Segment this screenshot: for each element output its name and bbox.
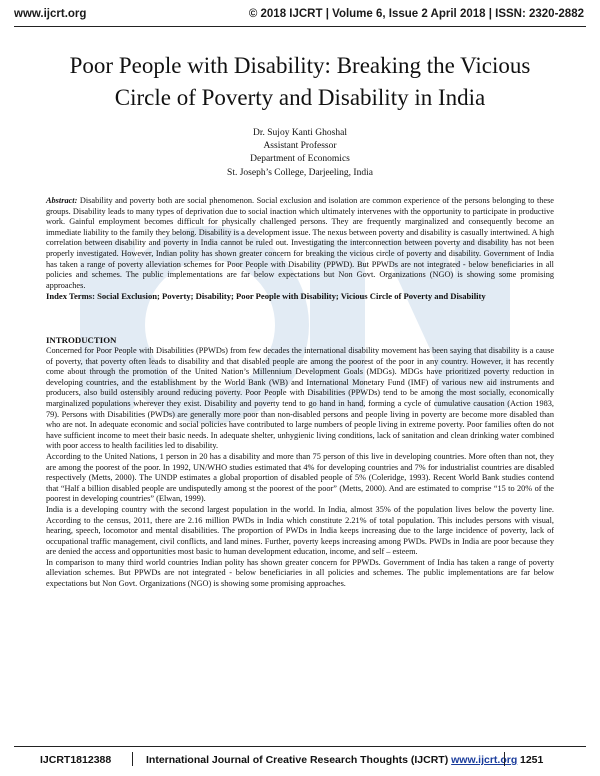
title-line-2: Circle of Poverty and Disability in India: [114, 85, 486, 110]
header-rule: [14, 26, 586, 27]
abstract-label: Abstract:: [46, 196, 78, 205]
author-block: [0, 127, 600, 180]
introduction-heading: INTRODUCTION: [46, 335, 117, 345]
footer-page-number: 1251: [520, 754, 544, 766]
intro-paragraph-4: In comparison to many third world countries Indian polity has shown greater concern for PPWDs. Government of India has taken a range of poverty alleviation schemes. But PPWDs are not integrated - below beneficiaries in all policies and schemes. The public implementations are far below expectations but Non Govt. Organizations (NGO) is showing some promising approaches.: [46, 557, 554, 589]
author-name: Dr. Sujoy Kanti Ghoshal: [253, 128, 347, 138]
abstract: [46, 196, 554, 291]
author-position: Assistant Professor: [263, 141, 337, 152]
footer-url-link[interactable]: www.ijcrt.org: [451, 754, 518, 766]
title-line-1: Poor People with Disability: Breaking the Vicious: [69, 53, 531, 78]
intro-paragraph-1: Concerned for Poor People with Disabilities (PPWDs) from few decades the international disability movement has been saying that disability is a cause of poverty, that poverty often leads to disability and that disabled people are among the poorest of the poor in any country. However, it has recently come about through the promotion of the United Nation’s Millennium Development Goals (MDGs). MDGs have prioritized poverty reduction in developing countries, and the establishment by the World Bank (WB) and International Monetary Fund (IMF) of various new aid instruments and producers, also build ostensibly around reducing poverty. Poor People with Disabilities (PPWDs) tend to be among the most socially, economically marginalized populations wherever they exist. Disability and poverty tend to go hand in hand, forming a cycle of cumulative causation (Action 1983, 79). Persons with Disabilities (PWDs) are generally more poor than non-disabled persons and people living in poverty are become more disabled than who are not. In adequate economic and social policies have contributed to large numbers of people living in extreme poverty. Poor families often do not have sufficient income to meet their basic needs. In adequate shelter, unhygienic living conditions, lack of sanitation and clean drinking water combined with poor access to health facilities led to disability.: [46, 346, 554, 451]
footer-rule: [14, 746, 586, 747]
header-site: www.ijcrt.org: [14, 8, 87, 20]
page-footer: [0, 740, 600, 776]
footer-divider: [504, 752, 505, 766]
header-citation: © 2018 IJCRT | Volume 6, Issue 2 April 2018 | ISSN: 2320-2882: [248, 8, 584, 20]
page-header: [0, 0, 600, 32]
introduction-body: [46, 346, 554, 590]
author-institution: St. Joseph’s College, Darjeeling, India: [227, 167, 373, 178]
footer-paper-id: IJCRT1812388: [40, 754, 112, 766]
footer-divider: [132, 752, 133, 766]
author-department: Department of Economics: [250, 154, 350, 165]
abstract-text: Disability and poverty both are social phenomenon. Social exclusion and isolation are common experience of the persons belonging to these groups. Disability leads to many types of deprivation due to social inaction which ultimately intervenes with the opportunity to participate in productive work. Gainful employment becomes difficult for physically challenged persons. They are frequently marginalized and consequently become an immediate liability to the family they belong. Disability is a development issue. The nexus between poverty and disability is casually intertwined. A high correlation between disability and poverty in India cannot be ruled out. Investigating the interconnection between poverty and disability has not been properly investigated. However, Indian polity has shown greater concern for breaking the vicious circle of poverty and disability. Government of India has taken a range of poverty alleviation schemes for Poor People with Disability (PPWD). But PPWDs are not integrated - below beneficiaries in all policies and schemes. The public implementations are far below expectations but Non Govt. Organizations (NGO) is showing some promising approaches.: [46, 196, 554, 290]
index-terms: Index Terms: Social Exclusion; Poverty; Disability; Poor People with Disability; Vicious Circle of Poverty and Disability: [46, 291, 486, 301]
paper-title: [40, 50, 560, 114]
intro-paragraph-3: India is a developing country with the second largest population in the world. In India, almost 35% of the population lives below the poverty line. According to the census, 2011, there are 2.16 million PWDs in India which constitute 2.21% of total population. This includes persons with visual, hearing, speech, locomotor and mental disabilities. The proportion of PWDs in India keeps increasing due to the large incidence of poverty, lack of occupational traffic management, civil conflicts, and land mines. Further, poverty keeps increasing among PWDs. PWDs in India are poor because they are denied the access and opportunities most basic to human development education, income, and self – esteem.: [46, 504, 554, 557]
intro-paragraph-2: According to the United Nations, 1 person in 20 has a disability and more than 75 person of this live in developing countries. More often than not, they are among the poorest of the poor. In 1992, UN/WHO studies estimated that 4% for developing countries and 7% for industrialist countries are disabled respectively (Metts, 2000). The UNDP estimates a global proportion of disabled people of 5% (Coleridge, 1993). Recent World Bank studies contend that “Half a billion disabled people are undisputedly among st the poorest of the poor” (Metts, 2000). And are estimated to comprise “15 to 20% of the poorest in developing countries” (Elwan, 1999).: [46, 451, 554, 504]
footer-journal: [146, 754, 517, 766]
footer-journal-name: International Journal of Creative Research Thoughts (IJCRT): [146, 754, 449, 766]
